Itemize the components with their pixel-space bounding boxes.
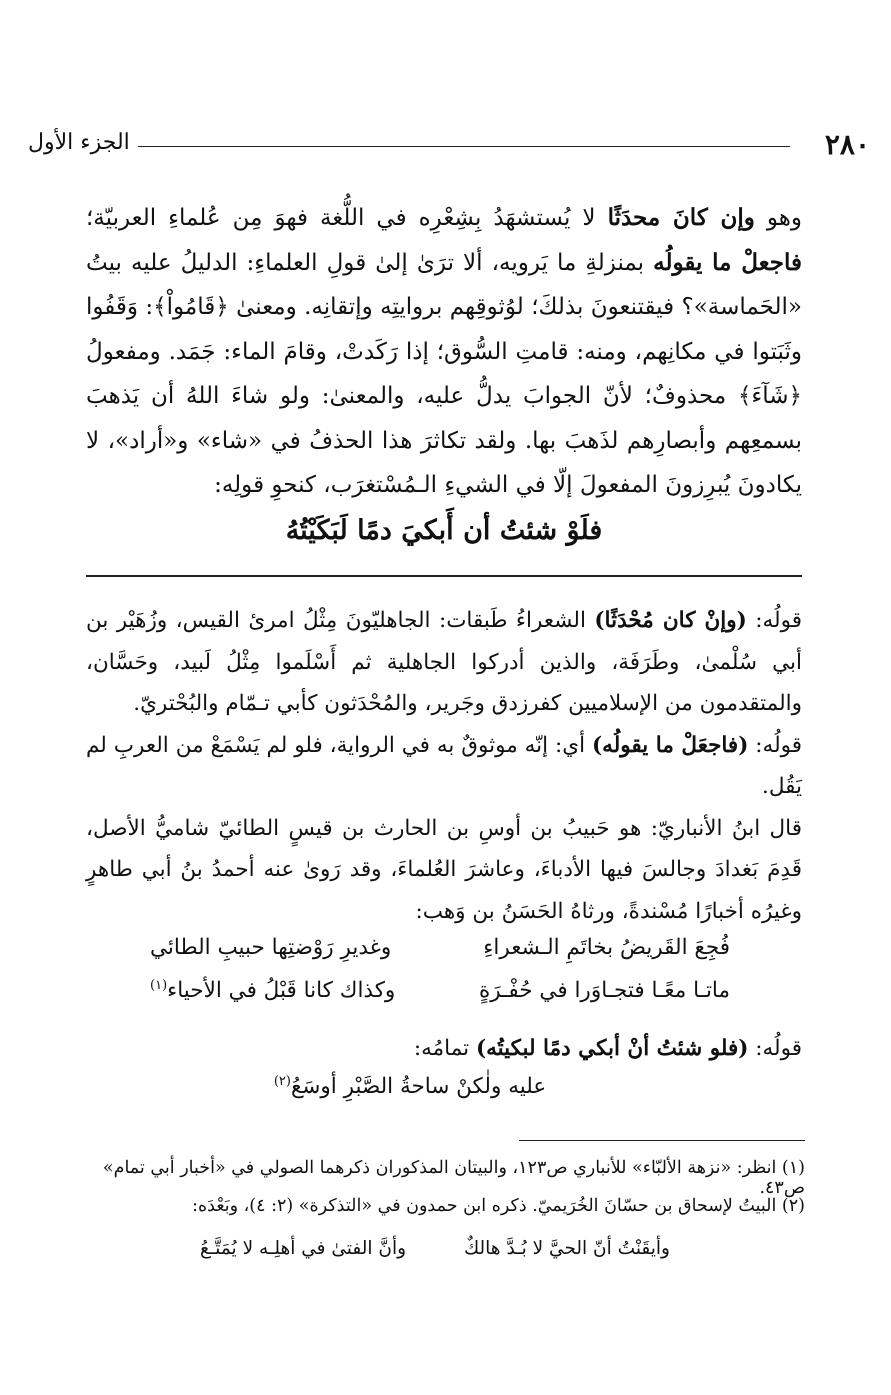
footnote-marker: (١) (150, 978, 168, 993)
commentary-paragraph (86, 1028, 802, 1070)
text-run: لا يُستشهَدُ بِشِعْرِه في اللُّغة فهوَ مِن عُلماءِ العربيّة؛ (86, 205, 608, 231)
running-title: الجزء الأول (28, 130, 130, 155)
commentary-paragraph (86, 725, 802, 808)
hemistich: وأنَّ الفتىٰ في أهلِـه لا يُمَتَّـعُ (200, 1238, 407, 1259)
footnote-separator (519, 1140, 805, 1141)
bold-phrase: وإن كانَ محدَثًا (607, 204, 755, 231)
bold-phrase: فاجعلْ ما يقولُه (653, 248, 802, 276)
commentary-paragraph: قال ابنُ الأنباريّ: هو حَبيبُ بن أوسِ بن الحارث بن قيسٍ الطائيّ شاميُّ الأصل، قَدِمَ بَغدادَ وجالسَ فيها الأدباءَ، وعاشرَ العُلماءَ، وقد رَوىٰ عنه أحمدُ بنُ أبي طاهرٍ وغيرُه أخبارًا مُسْندةً، ورثاهُ الحَسَنُ بن وَهب: (86, 815, 802, 924)
bold-phrase: (وإنْ كان مُحْدَثًا) (594, 608, 747, 633)
header-rule (138, 146, 790, 147)
text-run: قولُه: (748, 1036, 802, 1061)
running-header (28, 128, 870, 168)
text-run: قولُه: (746, 608, 802, 633)
page-number: ٢٨٠ (824, 128, 870, 161)
poem-line (150, 935, 730, 975)
bold-phrase: (فاجعَلْ ما يقولُه) (592, 732, 749, 758)
footnote: (٢) البيتُ لإسحاق بن حسّانَ الخُرَيميّ. ذكره ابن حمدون في «التذكرة» (٢: ٤)، وبَعْدَه: (192, 1196, 805, 1216)
footnote-poem-line (200, 1238, 670, 1270)
footnote: (١) انظر: «نزهة الألبّاء» للأنباري ص١٢٣، والبيتان المذكوران ذكرهما الصولي في «أخبار أبي تمام» ص٤٣. (102, 1158, 805, 1198)
text-run: قولُه: (748, 732, 802, 758)
footnote-marker: (٢) (273, 1074, 291, 1089)
hemistich: وأيقَنْتُ أنّ الحيَّ لا بُـدَّ هالكٌ (463, 1238, 670, 1259)
text-run: بمنزلةِ ما يَرويه، ألا ترَىٰ إلىٰ قولِ العلماءِ: الدليلُ عليه بيتُ «الحَماسة»؟ فيقتنعونَ بذلكَ؛ لوُثوقِهم بروايتِه وإتقانِه. ومعنىٰ ﴿قَامُواْ﴾: وَقَفُوا وثَبَتوا في مكانِهم، ومنه: قامتِ السُّوق؛ إذا رَكَدتْ، وقامَ الماء: جَمَد. ومفعولُ ﴿شَآءَ﴾ محذوفٌ؛ لأنّ الجوابَ يدلُّ عليه، والمعنىٰ: ولو شاءَ اللهُ أن يَذهبَ بسمعِهم وأبصارِهم لذَهبَ بها. ولقد تكاثرَ هذا الحذفُ في «شاء» و«أراد»، لا يكادونَ يُبرِزونَ المفعولَ إلّا في الشيءِ الـمُسْتغرَب، كنحوِ قولِه: (86, 249, 802, 498)
half-verse (250, 1074, 570, 1099)
hemistich: فُجِعَ القَريضُ بخاتَمِ الـشعراءِ (483, 935, 730, 960)
commentary (86, 600, 802, 932)
hemistich: ماتـا معًـا فتجـاوَرا في حُفْـرَةٍ (479, 978, 730, 1003)
bold-phrase: (فلو شئتُ أنْ أبكي دمًا لبكيتُه) (475, 1036, 749, 1061)
text-run: وكذاك كانا قَبْلُ في الأحياء (167, 978, 396, 1004)
text-run: تمامُه: (413, 1036, 476, 1061)
poem-line (150, 978, 730, 1018)
text-run: أي: إنّه موثوقٌ به في الرواية، فلو لم يَسْمَعْ من العربِ لم يَقُل. (86, 732, 802, 799)
hemistich (150, 978, 395, 1003)
section-separator (86, 575, 802, 577)
text-run: وهو (754, 205, 803, 231)
hemistich: وغديرِ رَوْضتِها حبيبِ الطائي (150, 935, 392, 960)
commentary-paragraph (86, 600, 802, 725)
main-paragraph (86, 196, 802, 508)
main-text (86, 196, 802, 508)
quoted-verse: فلَوْ شئتُ أن أَبكيَ دمًا لَبَكَيْتُهُ (285, 515, 603, 546)
text-run: عليه ولٰكنْ ساحةُ الصَّبْرِ أوسَعُ (290, 1074, 547, 1100)
text-run: الشعراءُ طَبقات: الجاهليّونَ مِثْلُ امرئ القيس، وزُهَيْر بن أبي سُلْمىٰ، وطَرَفَة، والذين أدركوا الجاهلية ثم أَسْلَموا مِثْلُ لَبيد، وحَسَّان، والمتقدمون من الإسلاميين كفرزدق وجَرير، والمُحْدَثون كأبي تـمّام والبُحْتريّ. (86, 608, 802, 716)
commentary-continued (86, 1028, 802, 1070)
